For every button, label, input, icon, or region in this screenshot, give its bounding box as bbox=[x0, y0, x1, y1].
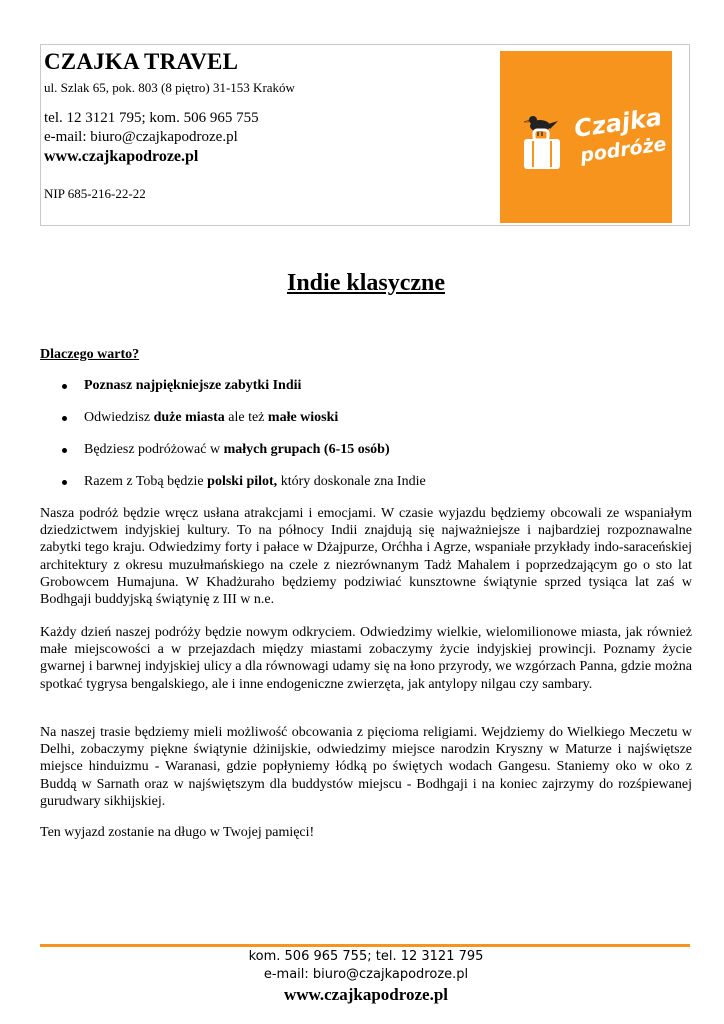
company-logo bbox=[500, 51, 672, 223]
closing-sentence: Ten wyjazd zostanie na długo w Twojej pamięci! bbox=[40, 825, 315, 840]
section-heading: Dlaczego warto? bbox=[40, 347, 140, 362]
benefit-text-part: Będziesz podróżować w bbox=[84, 442, 224, 457]
benefit-text bbox=[84, 410, 338, 426]
benefit-text-bold: małe wioski bbox=[267, 410, 339, 425]
company-email: e-mail: biuro@czajkapodroze.pl bbox=[44, 129, 238, 145]
paragraph-religions: Na naszej trasie będziemy mieli możliwość obcowania z pięcioma religiami. Wejdziemy do Wielkiego Meczetu w Delhi, zobaczymy piękne świątynie dżinijskie, odwiedzimy miejsce narodzin Kryszny w Maturze i najświętsze miejsce hinduizmu - Waranasi, gdzie popłyniemy łódką po świętych wodach Gangesu. Staniemy oko w oko z Buddą w Sarnath oraz w najświętszym dla buddystów miejscu - Bodhgaji i na koniec zajrzymy do rozśpiewanej gurudwary sikhijskiej. bbox=[40, 725, 692, 809]
bullet-dot-icon bbox=[62, 416, 67, 421]
page-title: Indie klasyczne bbox=[286, 270, 445, 296]
benefit-text-part: który doskonale zna Indie bbox=[277, 474, 426, 489]
bullet-dot-icon bbox=[62, 448, 67, 453]
benefit-text bbox=[84, 474, 426, 490]
benefit-text bbox=[84, 442, 390, 458]
footer-divider bbox=[40, 944, 690, 947]
benefit-text-bold: polski pilot, bbox=[207, 474, 278, 489]
company-nip: NIP 685-216-22-22 bbox=[44, 186, 146, 201]
header-box bbox=[40, 44, 690, 226]
paragraph-discovery: Każdy dzień naszej podróży będzie nowym odkryciem. Odwiedzimy wielkie, wielomilionowe miasta, jak również małe miejscowości a w przejazdach między miastami zobaczymy życie indyjskiej prowincji. Poznamy życie gwarnej i barwnej indyjskiej ulicy a dla równowagi udamy się na łono przyrody, we wzgórzach Panna, gdzie można spotkać tygrysa bengalskiego, ale i inne endogeniczne zwierzęta, jak antylopy nilgau czy sambary. bbox=[40, 625, 692, 692]
company-address: ul. Szlak 65, pok. 803 (8 piętro) 31-153 Kraków bbox=[44, 80, 295, 95]
benefit-text-bold: Poznasz najpiękniejsze zabytki Indii bbox=[84, 378, 302, 393]
paragraph-heritage: Nasza podróż będzie wręcz usłana atrakcjami i emocjami. W czasie wyjazdu będziemy obcowali ze wspaniałym dziedzictwem indyjskiej kultury. To na północy Indii znajdują się najważniejsze i najbardziej rozpoznawalne zabytki tego kraju. Odwiedzimy forty i pałace w Dżajpurze, Orćhha i Agrze, wspaniałe przykłady indo-saraceńskiej architektury z okresu muzułmańskiego na czele z niezrównanym Tadż Mahalem i poprzedzającym go o sto lat Grobowcem Humajuna. W Khadżuraho będziemy podziwiać kunsztowne świątynie sprzed tysiąca lat zaś w Bodhgaji buddyjską świątynię z III w n.e. bbox=[40, 506, 692, 608]
benefit-text-bold: małych grupach (6-15 osób) bbox=[223, 442, 390, 457]
company-name: CZAJKA TRAVEL bbox=[44, 49, 239, 74]
company-website[interactable]: www.czajkapodroze.pl bbox=[44, 148, 199, 165]
footer-phone: kom. 506 965 755; tel. 12 3121 795 bbox=[248, 949, 484, 964]
benefit-text-bold: duże miasta bbox=[153, 410, 225, 425]
benefit-text bbox=[84, 378, 301, 394]
footer-email: e-mail: biuro@czajkapodroze.pl bbox=[263, 967, 469, 982]
benefit-text-part: Odwiedzisz bbox=[84, 410, 154, 425]
benefit-text-part: Razem z Tobą będzie bbox=[84, 474, 208, 489]
bullet-dot-icon bbox=[62, 480, 67, 485]
company-phone: tel. 12 3121 795; kom. 506 965 755 bbox=[44, 110, 259, 126]
footer-website[interactable]: www.czajkapodroze.pl bbox=[283, 985, 448, 1004]
bullet-dot-icon bbox=[62, 384, 67, 389]
logo-word-czajka: Czajka bbox=[572, 103, 664, 143]
logo-word-podroze: podróże bbox=[578, 133, 668, 167]
benefit-text-part: ale też bbox=[224, 410, 268, 425]
